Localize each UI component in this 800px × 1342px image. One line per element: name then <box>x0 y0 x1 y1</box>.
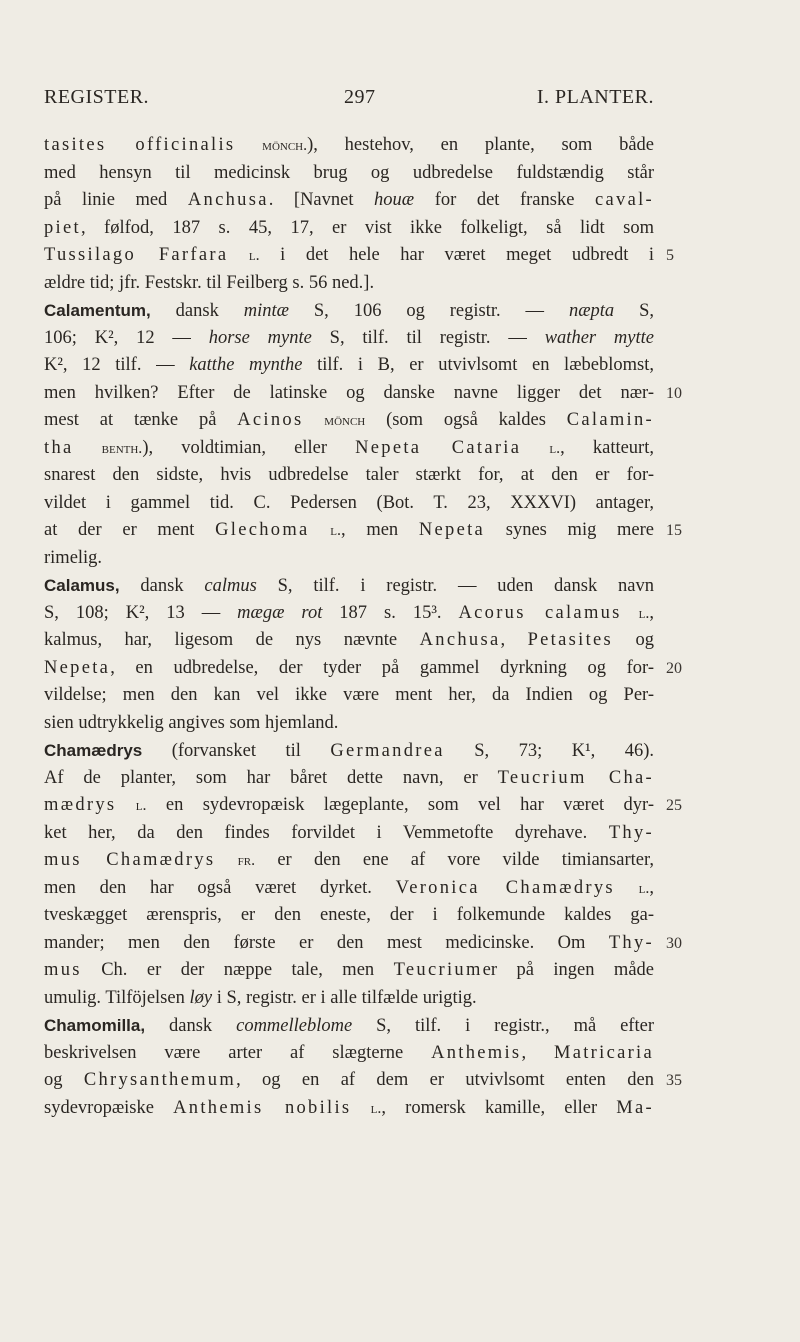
text-line <box>44 682 654 710</box>
text-segment: Nepeta <box>418 520 486 540</box>
text-line <box>44 1040 654 1068</box>
text-segment: Anthemis <box>431 1042 522 1063</box>
page-number: 297 <box>344 86 376 108</box>
text-line <box>44 1067 682 1095</box>
text-line <box>44 490 654 518</box>
text-segment: l. <box>370 1099 382 1117</box>
text-line <box>44 462 654 490</box>
text-segment: dansk <box>145 1016 237 1036</box>
text-segment <box>622 603 639 623</box>
text-segment: med hensyn til medicinsk brug og udbredelse fuldstændig står <box>44 162 654 183</box>
entry-headword: Chamædrys <box>44 741 143 760</box>
text-segment: caval- <box>595 190 654 210</box>
text-segment <box>521 438 549 458</box>
text-segment: rimelig. <box>44 547 103 568</box>
text-line <box>44 875 654 903</box>
text-line <box>44 710 654 738</box>
text-line <box>44 847 654 875</box>
text-segment <box>235 135 262 155</box>
entry-headword: Chamomilla, <box>44 1016 146 1035</box>
text-segment: at der er ment <box>44 520 216 540</box>
text-line <box>44 930 682 958</box>
text-segment: Germandrea <box>330 741 445 761</box>
text-segment: l. <box>248 247 260 264</box>
text-segment: mus <box>44 960 82 980</box>
text-segment: ), voldtimian, eller <box>142 437 356 458</box>
text-segment: Thy- <box>608 822 654 843</box>
line-number: 35 <box>666 1072 682 1089</box>
text-segment: mönch <box>324 412 366 429</box>
text-segment: Teucrium Cha- <box>497 767 655 788</box>
text-segment: vildet i gammel tid. C. Pedersen (Bot. T. 23, XXXVI) antager, <box>44 492 654 513</box>
line-number: 5 <box>666 247 674 264</box>
text-line <box>44 215 654 243</box>
text-segment: snarest den sidste, hvis udbredelse taler stærkt for, at den er for- <box>44 465 654 485</box>
text-segment: dansk <box>119 576 205 596</box>
text-segment: dansk <box>150 301 244 321</box>
text-segment: kalmus, har, ligesom de nys nævnte <box>44 630 420 650</box>
text-segment: i S, registr. er i alle tilfælde urigtig. <box>212 987 477 1008</box>
text-segment: katthe mynthe <box>189 355 303 375</box>
line-number: 20 <box>666 659 682 677</box>
text-segment: vildelse; men den kan vel ikke være ment her, da Indien og Per- <box>44 685 654 705</box>
text-segment: , katteurt, <box>560 437 654 458</box>
text-segment: umulig. Tilföjelsen <box>44 987 190 1008</box>
text-segment: houæ <box>374 190 415 210</box>
running-head-right: I. PLANTER. <box>536 86 654 108</box>
text-segment: tha <box>44 437 74 458</box>
text-segment: Veronica Chamædrys <box>395 877 615 898</box>
text-segment: Acorus calamus <box>458 602 622 623</box>
text-segment: Anchusa <box>187 190 269 210</box>
text-segment: mus Chamædrys <box>44 850 216 870</box>
text-segment: S, tilf. i registr., må efter <box>352 1016 654 1036</box>
text-segment: , følfod, 187 s. 45, 17, er vist ikke folkeligt, så lidt som <box>80 217 654 238</box>
text-line <box>44 985 654 1013</box>
text-segment: på linie med <box>44 190 188 210</box>
text-segment: commelleblome <box>236 1016 353 1036</box>
text-segment: benth. <box>101 439 143 457</box>
text-segment: , <box>649 602 655 623</box>
text-segment: 106; K², 12 — <box>44 327 209 348</box>
text-segment: Petasites <box>527 630 614 650</box>
text-segment: er den ene af vore vilde timiansarter, <box>255 850 654 870</box>
text-segment: Nepeta <box>44 657 111 678</box>
entry-headword: Calamentum, <box>44 301 151 320</box>
text-segment: ), hestehov, en plante, som både <box>307 135 655 155</box>
text-segment <box>74 438 102 458</box>
text-segment <box>116 795 135 815</box>
text-segment: Teucrium <box>393 960 483 980</box>
text-segment: S, 106 og registr. — <box>288 301 569 321</box>
running-head-left: REGISTER. <box>44 86 150 108</box>
text-segment: Matricaria <box>553 1042 655 1063</box>
text-line <box>44 352 654 380</box>
text-line <box>44 297 654 325</box>
text-segment: ældre tid; jfr. Festskr. til Feilberg s. 56 ned.]. <box>44 272 375 293</box>
text-segment: . [Navnet <box>268 190 375 210</box>
text-segment: wather mytte <box>544 327 654 348</box>
text-line <box>44 572 654 600</box>
text-segment: S, <box>614 301 654 321</box>
text-segment: er på ingen måde <box>482 960 654 980</box>
text-segment <box>310 520 331 540</box>
text-segment: l. <box>638 879 650 897</box>
text-segment: l. <box>330 522 341 539</box>
text-segment: tveskægget ærenspris, er den eneste, der i folkemunde kaldes ga- <box>44 905 654 925</box>
text-segment: mest at tænke på <box>44 410 238 430</box>
text-line <box>44 517 682 545</box>
text-segment: (som også kaldes <box>365 410 567 430</box>
text-line <box>44 765 654 793</box>
text-segment <box>303 410 324 430</box>
text-segment: en sydevropæisk lægeplante, som vel har været dyr- <box>146 795 655 815</box>
text-segment: men den har også været dyrket. <box>44 877 396 898</box>
text-segment: Acinos <box>237 410 304 430</box>
text-segment: horse mynte <box>208 327 312 348</box>
text-segment: S, 108; K², 13 — <box>44 602 238 623</box>
text-line <box>44 820 654 848</box>
text-segment: piet <box>44 217 81 238</box>
text-segment: og <box>44 1070 84 1090</box>
text-segment: synes mig mere <box>485 520 655 540</box>
text-line <box>44 132 654 160</box>
text-segment: , romersk kamille, eller <box>381 1097 617 1118</box>
text-segment: S, tilf. i registr. — uden dansk navn <box>256 576 654 596</box>
line-number: 30 <box>666 934 682 952</box>
text-segment: 187 s. 15³. <box>322 602 459 623</box>
text-segment: mægæ rot <box>237 602 323 623</box>
line-number: 15 <box>666 522 682 539</box>
text-segment: S, 73; K¹, 46). <box>444 741 655 761</box>
text-segment: mander; men den første er den mest medicinske. Om <box>44 932 609 953</box>
text-segment: Thy- <box>608 932 654 953</box>
page-header <box>44 86 654 116</box>
text-segment: mædrys <box>44 795 117 815</box>
text-line <box>44 187 654 215</box>
text-segment: Anthemis nobilis <box>173 1097 352 1118</box>
line-number: 10 <box>666 384 682 402</box>
text-segment: tasites officinalis <box>44 135 236 155</box>
text-segment: Tussilago Farfara <box>44 245 229 265</box>
text-segment: Chrysanthemum <box>83 1070 237 1090</box>
text-segment: for det franske <box>414 190 595 210</box>
text-segment: calmus <box>204 576 257 596</box>
text-segment: (forvansket til <box>142 741 331 761</box>
text-segment: mönch. <box>262 137 308 154</box>
text-segment <box>215 850 237 870</box>
text-segment: Anchusa <box>419 630 501 650</box>
text-segment: , <box>521 1042 554 1063</box>
text-segment: , <box>649 877 654 898</box>
text-segment: S, tilf. til registr. — <box>311 327 545 348</box>
text-line <box>44 957 654 985</box>
text-segment: , en udbredelse, der tyder på gammel dyrkning og for- <box>110 657 654 678</box>
entry-headword: Calamus, <box>44 576 120 595</box>
text-segment: Ma- <box>616 1097 655 1118</box>
text-line <box>44 435 654 463</box>
text-segment: l. <box>638 604 650 622</box>
text-segment: mintæ <box>243 301 289 321</box>
text-segment: , men <box>341 520 419 540</box>
register-entries <box>44 132 682 1122</box>
text-segment: men hvilken? Efter de latinske og danske navne ligger det nær- <box>44 382 654 403</box>
text-segment: , <box>500 630 528 650</box>
text-segment: fr. <box>237 852 256 869</box>
text-segment: l. <box>135 797 147 814</box>
line-number: 25 <box>666 797 682 814</box>
text-segment: ket her, da den findes forvildet i Vemmetofte dyrehave. <box>44 822 609 843</box>
text-segment: Calamin- <box>566 410 654 430</box>
text-line <box>44 600 654 628</box>
text-segment: , og en af dem er utvivlsomt enten den <box>236 1070 654 1090</box>
text-segment: næpta <box>568 301 615 321</box>
text-segment: løy <box>189 987 213 1008</box>
text-segment: tilf. i B, er utvivlsomt en læbeblomst, <box>302 355 654 375</box>
text-segment: i det hele har været meget udbredt i <box>259 245 655 265</box>
text-line <box>44 270 654 298</box>
text-line <box>44 627 654 655</box>
text-line <box>44 407 654 435</box>
text-segment <box>615 878 639 898</box>
text-line <box>44 737 654 765</box>
text-segment: Nepeta Cataria <box>355 437 522 458</box>
text-segment: beskrivelsen være arter af slægterne <box>44 1042 432 1063</box>
text-segment: l. <box>549 439 561 457</box>
text-line <box>44 380 682 408</box>
text-segment: K², 12 tilf. — <box>44 355 190 375</box>
text-segment <box>351 1098 370 1118</box>
text-segment: Af de planter, som har båret dette navn, er <box>44 767 498 788</box>
text-segment: og <box>613 630 655 650</box>
text-line <box>44 545 654 573</box>
text-line <box>44 902 654 930</box>
text-line <box>44 1095 654 1123</box>
text-segment: Glechoma <box>215 520 310 540</box>
text-line <box>44 792 682 820</box>
text-segment: sien udtrykkelig angives som hjemland. <box>44 712 339 733</box>
text-line <box>44 242 674 270</box>
text-line <box>44 160 654 188</box>
text-line <box>44 655 682 683</box>
text-line <box>44 325 654 353</box>
text-line <box>44 1012 654 1040</box>
text-segment <box>228 245 249 265</box>
text-segment: Ch. er der næppe tale, men <box>81 960 394 980</box>
text-segment: sydevropæiske <box>44 1097 174 1118</box>
